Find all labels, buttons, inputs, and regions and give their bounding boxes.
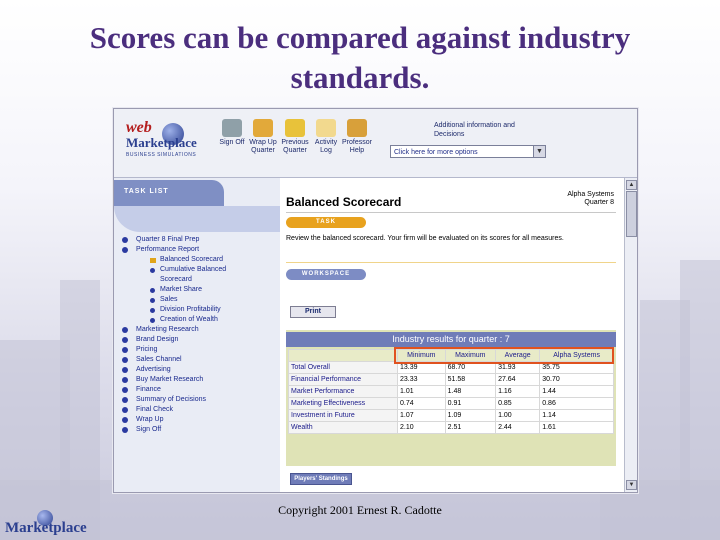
task-list-item[interactable] xyxy=(122,385,272,395)
row-label: Marketing Effectiveness xyxy=(289,398,398,410)
bullet-icon xyxy=(122,387,128,393)
bullet-icon xyxy=(122,347,128,353)
slide-title-line1: Scores can be compared against industry xyxy=(89,20,631,55)
table-row xyxy=(289,386,614,398)
task-list-item[interactable] xyxy=(122,395,272,405)
firm-name: Alpha Systems xyxy=(567,191,614,198)
toolbar-button-label: Activity Log xyxy=(314,139,338,154)
task-list-subitem[interactable] xyxy=(122,285,272,295)
scroll-down-icon[interactable]: ▼ xyxy=(626,480,637,490)
table-cell: 0.85 xyxy=(496,398,540,410)
bullet-icon xyxy=(122,407,128,413)
options-select[interactable] xyxy=(390,145,546,158)
column-header: Minimum xyxy=(398,350,446,362)
task-list-subitem[interactable] xyxy=(122,265,272,275)
task-list-item-label: Performance Report xyxy=(136,246,200,253)
task-instructions: Review the balanced scorecard. Your firm will be evaluated on its scores for all measures. xyxy=(286,235,564,242)
table-cell: 1.44 xyxy=(540,386,614,398)
corner-logo-text: Marketplace xyxy=(5,520,87,536)
task-list-item-label: Sales xyxy=(160,296,178,303)
column-header: Average xyxy=(496,350,540,362)
bullet-icon xyxy=(122,327,128,333)
toolbar-button-label: Sign Off xyxy=(219,139,245,146)
help-text: Additional information and Decisions xyxy=(434,122,515,138)
task-list-item[interactable] xyxy=(122,245,272,255)
table-cell: 68.70 xyxy=(445,362,495,374)
professor-help-button[interactable] xyxy=(342,117,372,171)
professor-help-icon xyxy=(347,119,367,137)
chevron-down-icon[interactable]: ▼ xyxy=(533,146,545,157)
task-list-item[interactable] xyxy=(122,375,272,385)
previous-quarter-button[interactable] xyxy=(280,117,310,171)
row-label: Wealth xyxy=(289,422,398,434)
bullet-icon xyxy=(150,268,155,273)
table-cell: 1.01 xyxy=(398,386,446,398)
activity-log-icon xyxy=(316,119,336,137)
row-label: Total Overall xyxy=(289,362,398,374)
copyright: Copyright 2001 Ernest R. Cadotte xyxy=(278,503,442,517)
task-list-item-label: Summary of Decisions xyxy=(136,396,207,403)
row-label: Investment in Future xyxy=(289,410,398,422)
task-list-item[interactable] xyxy=(122,325,272,335)
logo-marketplace-text: Marketplace xyxy=(126,135,197,150)
task-list-subitem[interactable] xyxy=(122,305,272,315)
bullet-icon xyxy=(122,337,128,343)
table-cell: 1.00 xyxy=(496,410,540,422)
task-list-subitem[interactable] xyxy=(122,295,272,305)
options-select-value: Click here for more options xyxy=(394,149,478,156)
webmarketplace-logo[interactable] xyxy=(122,119,212,171)
toolbar-button-label: Wrap Up Quarter xyxy=(249,139,277,154)
table-row xyxy=(289,410,614,422)
task-list-item[interactable] xyxy=(122,425,272,435)
players-standings-button[interactable]: Players' Standings xyxy=(290,473,352,485)
table-cell: 13.39 xyxy=(398,362,446,374)
table-cell: 51.58 xyxy=(445,374,495,386)
task-list-tab-label: TASK LIST xyxy=(124,188,169,195)
task-list-item-label: Division Profitability xyxy=(160,306,221,313)
app-header xyxy=(114,109,637,178)
task-list-item-label: Sales Channel xyxy=(136,356,182,363)
activity-log-button[interactable] xyxy=(311,117,341,171)
task-list-item-label: Advertising xyxy=(136,366,171,373)
task-list-item-label: Creation of Wealth xyxy=(160,316,218,323)
bullet-icon xyxy=(150,298,155,303)
task-list-item-label: Sign Off xyxy=(136,426,162,433)
column-header: Maximum xyxy=(445,350,495,362)
industry-results-title: Industry results for quarter : 7 xyxy=(286,332,616,347)
column-header xyxy=(289,350,398,362)
table-cell: 1.48 xyxy=(445,386,495,398)
row-label: Market Performance xyxy=(289,386,398,398)
task-list-item[interactable] xyxy=(122,415,272,425)
page-title: Balanced Scorecard xyxy=(286,195,402,209)
main-content xyxy=(280,178,624,492)
task-list-item-label: Scorecard xyxy=(160,276,192,283)
logo-subtitle: BUSINESS SIMULATIONS xyxy=(126,152,197,158)
table-cell: 1.14 xyxy=(540,410,614,422)
print-button[interactable]: Print xyxy=(290,306,336,318)
table-row xyxy=(289,422,614,434)
task-list-subitem[interactable] xyxy=(122,315,272,325)
bullet-icon xyxy=(122,357,128,363)
task-list-item[interactable] xyxy=(122,335,272,345)
task-list-item-label: Final Check xyxy=(136,406,173,413)
toolbar-button-label: Previous Quarter xyxy=(281,139,309,154)
previous-quarter-icon xyxy=(285,119,305,137)
table-cell: 31.93 xyxy=(496,362,540,374)
table-cell: 0.74 xyxy=(398,398,446,410)
task-list-item-label: Balanced Scorecard xyxy=(160,256,224,263)
table-cell: 23.33 xyxy=(398,374,446,386)
scrollbar[interactable] xyxy=(624,178,638,492)
scroll-thumb[interactable] xyxy=(626,191,637,237)
task-list-item-label: Pricing xyxy=(136,346,158,353)
task-panel-decoration xyxy=(114,206,280,232)
table-cell: 35.75 xyxy=(540,362,614,374)
task-list-item[interactable] xyxy=(122,405,272,415)
task-list-item-label: Brand Design xyxy=(136,336,179,343)
task-list-subitem[interactable] xyxy=(122,275,272,285)
quarter-label: Quarter 8 xyxy=(584,199,614,206)
scroll-up-icon[interactable]: ▲ xyxy=(626,180,637,190)
task-list xyxy=(122,235,272,435)
bullet-icon xyxy=(150,288,155,293)
table-cell: 30.70 xyxy=(540,374,614,386)
bullet-icon xyxy=(122,417,128,423)
table-row xyxy=(289,398,614,410)
bullet-icon xyxy=(122,247,128,253)
table-cell: 1.07 xyxy=(398,410,446,422)
bullet-icon xyxy=(122,397,128,403)
task-list-item[interactable] xyxy=(122,235,272,245)
toolbar-button-label: Professor Help xyxy=(342,139,372,154)
corner-logo xyxy=(5,508,95,538)
task-list-tab xyxy=(114,180,224,206)
wrap-up-quarter-button[interactable] xyxy=(248,117,278,171)
slide-title xyxy=(40,18,680,98)
task-list-item-label: Wrap Up xyxy=(136,416,164,423)
task-list-item[interactable] xyxy=(122,365,272,375)
table-cell: 1.16 xyxy=(496,386,540,398)
bullet-icon xyxy=(150,308,155,313)
column-header: Alpha Systems xyxy=(540,350,614,362)
task-list-item-label: Finance xyxy=(136,386,161,393)
bullet-icon xyxy=(150,318,155,323)
table-cell: 0.91 xyxy=(445,398,495,410)
task-list-subitem[interactable] xyxy=(122,255,272,265)
divider xyxy=(286,262,616,263)
slide-title-line2: standards. xyxy=(290,60,430,95)
sign-off-icon xyxy=(222,119,242,137)
workspace-section-label: WORKSPACE xyxy=(286,269,366,280)
table-cell: 2.51 xyxy=(445,422,495,434)
task-section-label: TASK xyxy=(286,217,366,228)
table-row xyxy=(289,374,614,386)
task-list-item[interactable] xyxy=(122,355,272,365)
divider xyxy=(286,212,616,213)
highlight-box xyxy=(394,347,614,364)
sign-off-button[interactable] xyxy=(217,117,247,171)
table-cell: 1.61 xyxy=(540,422,614,434)
table-cell: 2.44 xyxy=(496,422,540,434)
row-label: Financial Performance xyxy=(289,374,398,386)
bullet-icon xyxy=(122,377,128,383)
wrap-up-icon xyxy=(253,119,273,137)
task-list-item[interactable] xyxy=(122,345,272,355)
table-cell: 27.64 xyxy=(496,374,540,386)
bullet-icon xyxy=(122,237,128,243)
table-cell: 2.10 xyxy=(398,422,446,434)
task-list-item-label: Buy Market Research xyxy=(136,376,204,383)
table-cell: 0.86 xyxy=(540,398,614,410)
logo-web-text: web xyxy=(126,119,152,136)
table-cell: 1.09 xyxy=(445,410,495,422)
app-screenshot xyxy=(113,108,638,493)
bullet-icon xyxy=(122,367,128,373)
task-list-item-label: Market Share xyxy=(160,286,203,293)
task-list-item-label: Marketing Research xyxy=(136,326,199,333)
bullet-icon xyxy=(122,427,128,433)
firm-info xyxy=(534,191,614,207)
task-list-item-label: Cumulative Balanced xyxy=(160,266,227,273)
task-list-item-label: Quarter 8 Final Prep xyxy=(136,236,200,243)
current-arrow-icon xyxy=(150,258,156,263)
